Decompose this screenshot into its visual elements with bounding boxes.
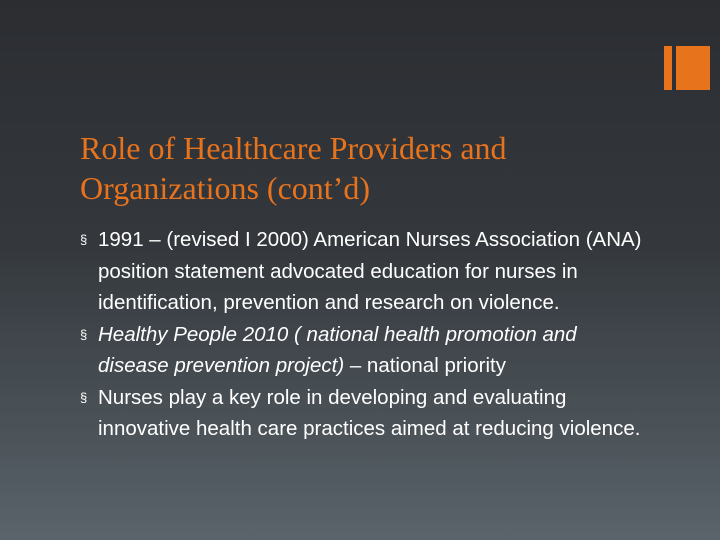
bullet-text: Nurses play a key role in developing and evaluating innovative health care practices aimed at reducing violence. bbox=[98, 385, 641, 440]
bullet-text: 1991 – (revised I 2000) American Nurses Association (ANA) position statement advocated education for nurses in identification, prevention and research on violence. bbox=[98, 228, 642, 314]
slide-title bbox=[80, 128, 640, 208]
bullet-icon: § bbox=[80, 389, 88, 405]
title-line-1: Role of Healthcare Providers and bbox=[80, 130, 507, 166]
bullet-icon: § bbox=[80, 232, 88, 247]
accent-block bbox=[676, 46, 710, 90]
bullet-list bbox=[80, 224, 650, 445]
bullet-item-healthy-people bbox=[80, 319, 650, 382]
accent-bar bbox=[664, 46, 672, 90]
bullet-item-nurses-role bbox=[80, 382, 650, 445]
bullet-item-ana bbox=[80, 224, 650, 319]
title-line-2: Organizations (cont’d) bbox=[80, 170, 370, 206]
bullet-text-italic: Healthy People 2010 ( national health promotion and disease prevention project) bbox=[98, 322, 577, 377]
bullet-icon: § bbox=[80, 326, 88, 342]
bullet-text: – national priority bbox=[344, 354, 506, 377]
